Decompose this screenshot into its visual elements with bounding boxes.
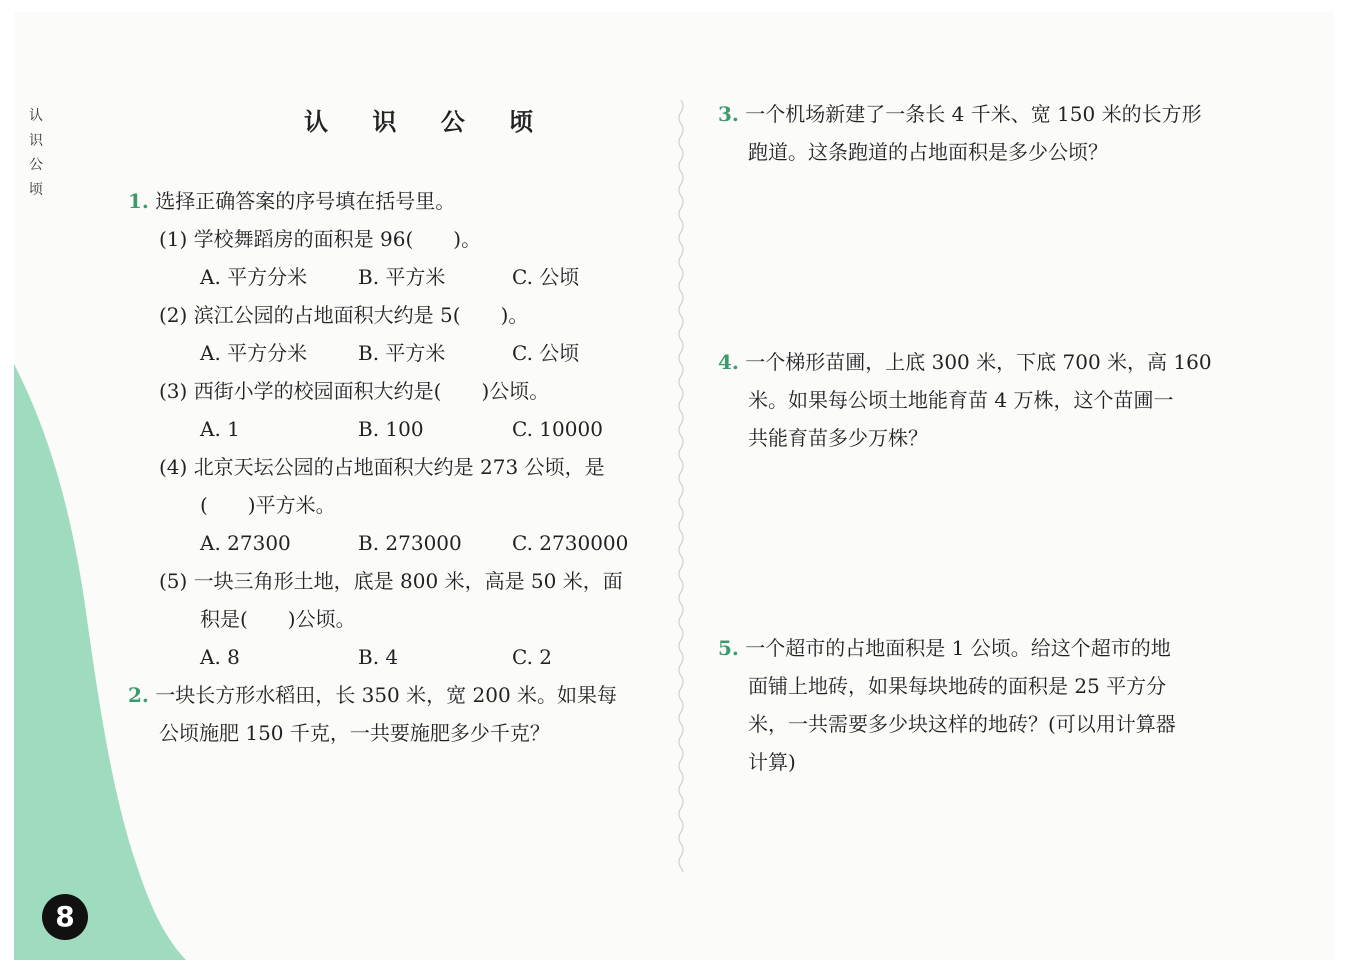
question-5-cont: 面铺上地砖，如果每块地砖的面积是 25 平方分 (748, 674, 1167, 698)
side-label-char: 识 (29, 132, 43, 149)
question-number: 3. (718, 102, 739, 126)
question-text: 选择正确答案的序号填在括号里。 (155, 189, 456, 213)
question-text: 一块长方形水稻田，长 350 米，宽 200 米。如果每 (155, 683, 618, 707)
choice-c: C. 公顷 (512, 265, 580, 289)
choice-c: C. 2730000 (512, 531, 629, 555)
question-2-cont: 公顷施肥 150 千克，一共要施肥多少千克？ (159, 721, 550, 745)
question-number: 5. (718, 636, 739, 660)
side-label-char: 公 (29, 157, 43, 173)
choice-b: B. 平方米 (358, 341, 446, 365)
question-3 (718, 100, 1202, 128)
question-1 (128, 187, 455, 215)
question-text: 一个超市的占地面积是 1 公顷。给这个超市的地 (745, 636, 1171, 660)
question-number: 2. (128, 683, 149, 707)
choice-b: B. 100 (358, 417, 424, 441)
choice-a: A. 27300 (200, 531, 291, 555)
column-divider (674, 100, 688, 872)
choice-c: C. 10000 (512, 417, 603, 441)
choice-b: B. 273000 (358, 531, 462, 555)
choice-c: C. 公顷 (512, 341, 580, 365)
choice-b: B. 4 (358, 645, 399, 669)
sub-question-2: (2) 滨江公园的占地面积大约是 5( )。 (159, 303, 529, 327)
choice-a: A. 1 (200, 417, 240, 441)
question-5-cont: 米，一共需要多少块这样的地砖？(可以用计算器 (748, 712, 1176, 736)
side-label-char: 认 (29, 108, 43, 124)
workbook-page (14, 12, 1334, 960)
question-5 (718, 634, 1171, 662)
choice-a: A. 平方分米 (200, 341, 308, 365)
question-4-cont: 米。如果每公顷土地能育苗 4 万株，这个苗圃一 (748, 388, 1174, 412)
question-text: 一个梯形苗圃，上底 300 米，下底 700 米，高 160 (745, 350, 1212, 374)
sub-question-5-cont: 积是( )公顷。 (200, 607, 356, 631)
sub-question-1: (1) 学校舞蹈房的面积是 96( )。 (159, 227, 482, 251)
question-5-cont: 计算) (748, 750, 796, 774)
side-label (26, 104, 46, 202)
question-4-cont: 共能育苗多少万株？ (748, 426, 928, 450)
question-text: 一个机场新建了一条长 4 千米、宽 150 米的长方形 (745, 102, 1202, 126)
sub-question-3: (3) 西街小学的校园面积大约是( )公顷。 (159, 379, 550, 403)
question-2 (128, 681, 617, 709)
question-3-cont: 跑道。这条跑道的占地面积是多少公顷？ (748, 140, 1108, 164)
choice-a: A. 平方分米 (200, 265, 308, 289)
page-number: 8 (42, 894, 88, 940)
question-4 (718, 348, 1212, 376)
side-label-char: 顷 (29, 181, 43, 198)
sub-question-4-cont: ( )平方米。 (200, 493, 336, 517)
sub-question-4: (4) 北京天坛公园的占地面积大约是 273 公顷，是 (159, 455, 605, 479)
page-title: 认 识 公 顷 (304, 107, 552, 136)
sub-question-5: (5) 一块三角形土地，底是 800 米，高是 50 米，面 (159, 569, 623, 593)
choice-a: A. 8 (200, 645, 240, 669)
question-number: 1. (128, 189, 149, 213)
choice-b: B. 平方米 (358, 265, 446, 289)
question-number: 4. (718, 350, 739, 374)
choice-c: C. 2 (512, 645, 553, 669)
